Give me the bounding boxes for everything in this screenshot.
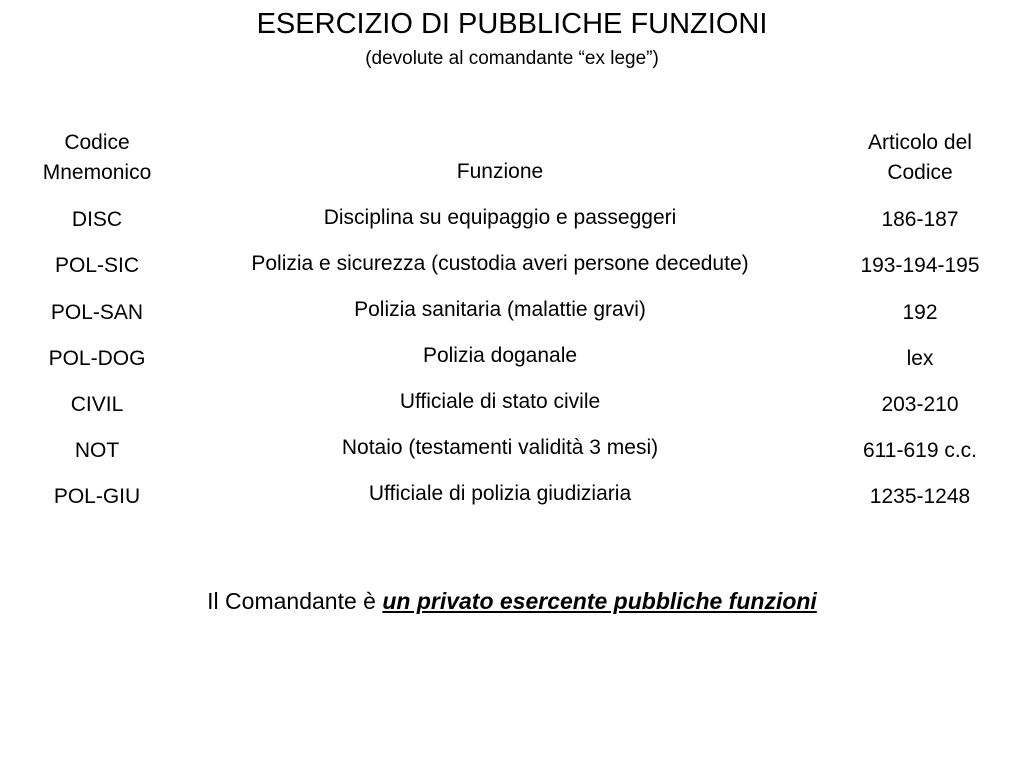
header-code-line2: Mnemonico (42, 161, 152, 184)
row-1-code: DISC (71, 208, 123, 231)
row-6-code: NOT (74, 439, 120, 462)
header-function: Funzione (456, 160, 544, 183)
header-code-line1: Codice (64, 131, 130, 154)
row-7-function: Ufficiale di polizia giudiziaria (368, 482, 632, 505)
row-3-function: Polizia sanitaria (malattie gravi) (354, 298, 646, 321)
row-4-function: Polizia doganale (422, 344, 578, 367)
row-2-code: POL-SIC (54, 254, 140, 277)
row-1-article: 186-187 (881, 208, 959, 231)
row-4-article: lex (906, 347, 934, 370)
row-1-function: Disciplina su equipaggio e passeggeri (323, 206, 677, 229)
row-3-code: POL-SAN (50, 301, 144, 324)
row-4-code: POL-DOG (48, 347, 146, 370)
row-7-code: POL-GIU (53, 485, 141, 508)
row-6-function: Notaio (testamenti validità 3 mesi) (341, 436, 659, 459)
header-article-line2: Codice (887, 161, 953, 184)
footer-statement (0, 585, 1024, 617)
row-5-function: Ufficiale di stato civile (399, 390, 601, 413)
row-6-article: 611-619 c.c. (862, 439, 977, 462)
footer-emphasis: un privato esercente pubbliche funzioni (382, 588, 817, 614)
page-title: ESERCIZIO DI PUBBLICHE FUNZIONI (256, 8, 768, 40)
header-article-line1: Articolo del (868, 131, 972, 154)
row-5-article: 203-210 (881, 393, 959, 416)
row-5-code: CIVIL (70, 393, 124, 416)
row-7-article: 1235-1248 (869, 485, 971, 508)
row-2-function: Polizia e sicurezza (custodia averi persone decedute) (251, 252, 749, 275)
header-code (0, 128, 194, 188)
row-3-article: 192 (902, 301, 938, 324)
header-article (820, 128, 1020, 188)
footer-prefix: Il Comandante è (207, 588, 383, 614)
row-2-article: 193-194-195 (860, 254, 980, 277)
page-subtitle: (devolute al comandante “ex lege”) (365, 48, 659, 69)
